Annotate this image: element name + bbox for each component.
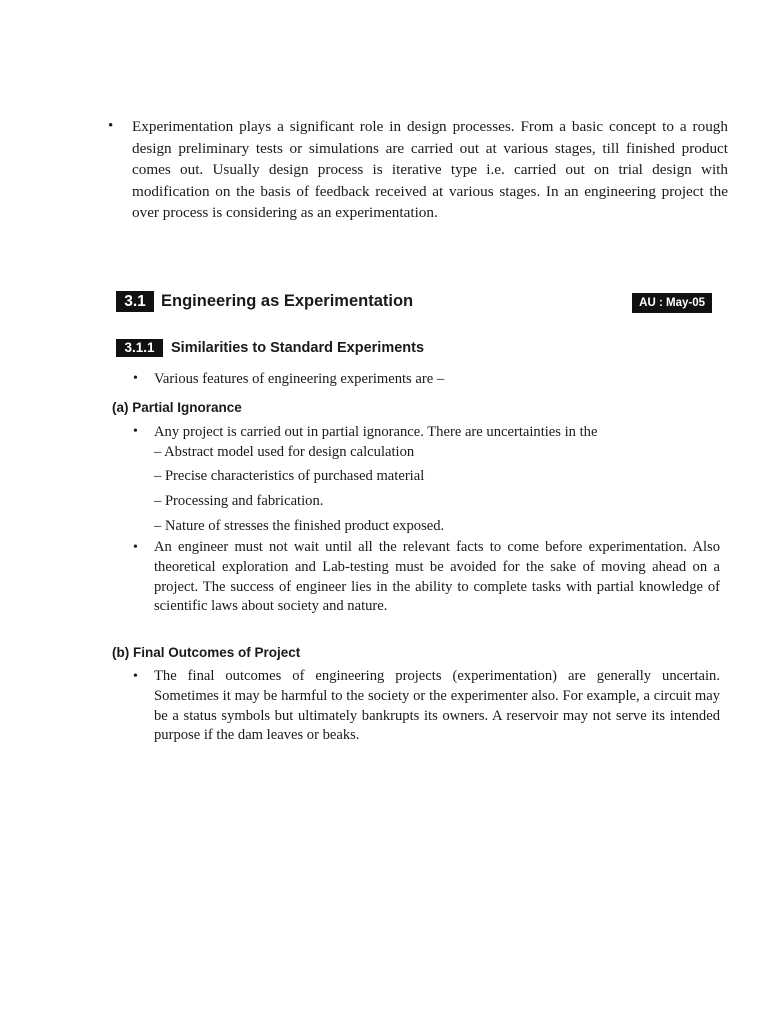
partial-ignorance-bullet-2: An engineer must not wait until all the relevant facts to come before experimentation. Also theoretical exploration and Lab-testing must be avoided for the sake of moving ahead on a project. The success of engineer lies in the ability to complete tasks with partial knowledge of scientific laws about society and nature.: [154, 539, 720, 615]
bullet-marker: •: [133, 371, 138, 386]
section-number: 3.1: [116, 291, 154, 312]
subsection-title: Similarities to Standard Experiments: [171, 340, 425, 356]
uncertainty-item: – Abstract model used for design calculation: [154, 444, 415, 460]
intro-text: Experimentation plays a significant role in design processes. From a basic concept to a rough design preliminary tests or simulations are carried out at various stages, till finished product comes out. Usually design process is iterative type i.e. carried out on trial design with modification on the basis of feedback received at various stages. In an engineering project the over process is considering as an experimentation.: [132, 118, 728, 222]
bullet-marker: •: [133, 669, 138, 684]
section-title: Engineering as Experimentation: [161, 292, 414, 310]
partial-ignorance-label: (a) Partial Ignorance: [112, 400, 242, 415]
bullet-marker: •: [108, 118, 114, 134]
bullet-marker: •: [133, 424, 138, 439]
intro-paragraph: [108, 116, 728, 224]
exam-badge: AU : May-05: [632, 293, 712, 313]
uncertainty-item: – Precise characteristics of purchased material: [154, 468, 425, 484]
uncertainty-item: – Nature of stresses the finished product exposed.: [154, 518, 445, 534]
section-heading: [116, 291, 712, 313]
uncertainty-item: – Processing and fabrication.: [154, 493, 324, 509]
partial-ignorance-bullet-1: Any project is carried out in partial ignorance. There are uncertainties in the: [154, 424, 598, 440]
final-outcomes-label: (b) Final Outcomes of Project: [112, 645, 301, 660]
features-intro: Various features of engineering experiments are –: [154, 371, 445, 387]
subsection-number: 3.1.1: [116, 339, 163, 357]
bullet-marker: •: [133, 540, 138, 555]
final-outcomes-bullet-1: The final outcomes of engineering projects (experimentation) are generally uncertain. Sometimes it may be harmful to the society or the experimenter also. For example, a circuit may be a status symbols but ultimately bankrupts its owners. A reservoir may not serve its intended purpose if the dam leaves or beaks.: [154, 668, 720, 744]
